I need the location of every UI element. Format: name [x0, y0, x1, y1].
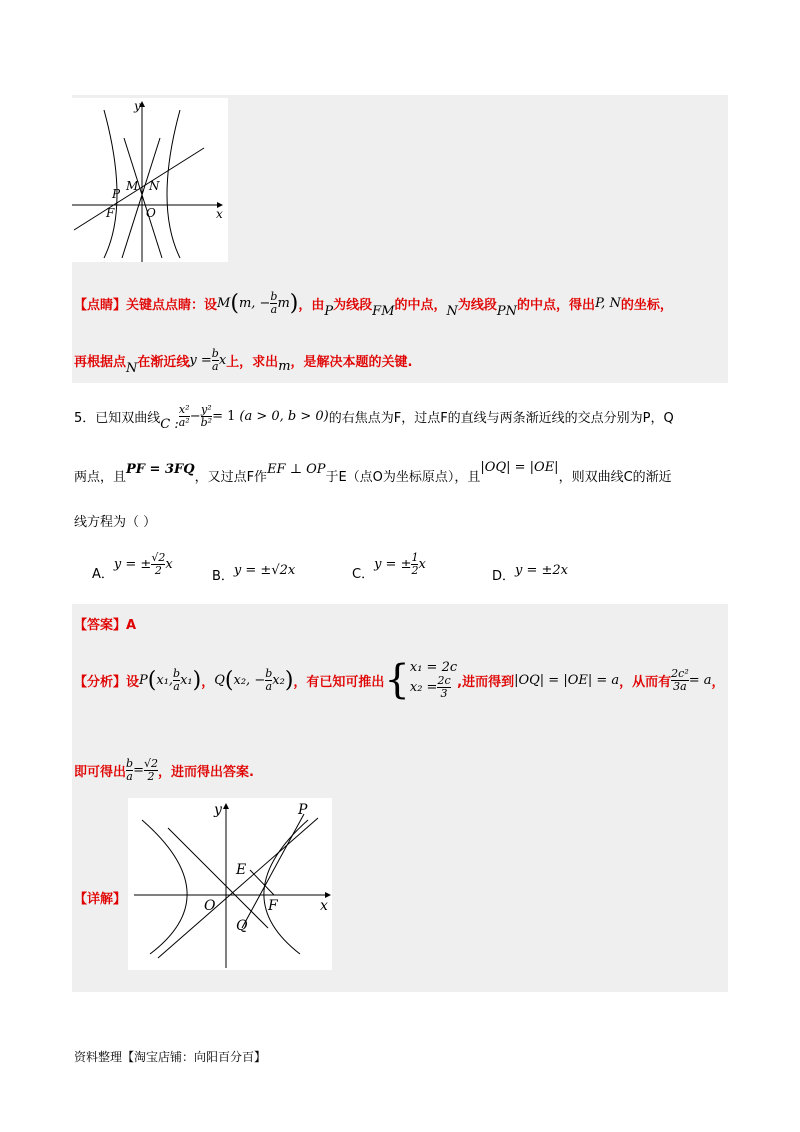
analysis-sys-1: x₁ = 2c — [409, 660, 458, 675]
question-eq1: = 1 — [212, 408, 236, 424]
fig1-x-label: x — [216, 207, 223, 221]
option-a-letter: A． — [92, 566, 114, 582]
footer-text: 资料整理【淘宝店铺：向阳百分百】 — [74, 1050, 267, 1064]
tip-text-11: ，是解决本题的关键. — [290, 354, 413, 370]
question-text-e: ，则双曲线C的渐近 — [558, 469, 672, 485]
fig2-y-label: y — [214, 802, 222, 818]
analysis-text-2: ,进而得到 — [457, 674, 515, 690]
option-c-tail: x — [418, 556, 426, 572]
question-text-f: 线方程为（ ） — [74, 514, 157, 530]
asymptote-2 — [124, 138, 162, 258]
tip-text-3: 为线段 — [333, 297, 373, 313]
fig1-O-label: O — [146, 206, 156, 220]
fig2-E-label: E — [236, 862, 247, 878]
analysis-text-3: ，从而有 — [619, 674, 672, 690]
tip-N: N — [446, 303, 458, 319]
asymptote-1 — [158, 818, 318, 958]
question-C: C : — [160, 416, 179, 432]
fig1-y-label: y — [134, 99, 141, 113]
tip-N2: N — [126, 360, 138, 376]
question-text-b: 两点，且 — [74, 469, 127, 485]
result-frac-1: $\frac{b}{a}$ — [126, 756, 134, 783]
analysis-Q: Q — [214, 672, 225, 688]
tip-M-frac: $\frac{b}{a}$ — [270, 289, 278, 316]
tip-FM: FM — [372, 303, 395, 319]
option-a-expr: y = ± — [113, 556, 152, 572]
tip-line-2 — [74, 342, 724, 378]
tip-eq-frac: $\frac{b}{a}$ — [211, 346, 219, 373]
analysis-sys-2-left: x₂ = — [409, 680, 438, 695]
option-c[interactable] — [352, 544, 472, 584]
option-a-frac: $\frac{√2}{2}$ — [151, 550, 166, 577]
answer-label: 【答案】A — [74, 618, 137, 633]
tip-text-10: 上，求出 — [226, 354, 279, 370]
tip-text-8: 再根据点 — [74, 354, 127, 370]
result-line — [74, 750, 724, 790]
tip-text-1: 关键点点睛：设 — [126, 297, 218, 313]
fig2-P-label: P — [298, 802, 308, 818]
option-a-tail: x — [165, 556, 173, 572]
hyperbola-left-branch — [104, 110, 117, 258]
fig1-M-label: M — [126, 179, 139, 193]
fig2-Q-label: Q — [236, 918, 248, 934]
fig1-P-label: P — [112, 187, 121, 201]
analysis-sep: ， — [201, 674, 215, 690]
tip-text-6: 的中点，得出 — [517, 297, 596, 313]
analysis-P-x1: x₁ — [180, 672, 193, 688]
question-line-2 — [74, 460, 734, 490]
hyperbola-right-branch — [264, 820, 308, 954]
analysis-text-4: ， — [711, 674, 725, 690]
question-line-1 — [74, 396, 734, 436]
analysis-eq3-tail: = a — [688, 672, 712, 688]
analysis-line: 【分析】设 P ( x₁, $\frac{b}{a}$ x₁ ) ， Q ( x₂, − $\frac{b}{a}$ x₂ ) ，有已知可推出 { x₁ = 2c x₂ = $\frac{2c}{3}$ ,进而得到 |OQ| = |OE| = a ，从而有 $\frac{\text{2c²}}{3a}$ = a ， — [74, 657, 725, 703]
tip-label: 【点睛】 — [74, 297, 127, 313]
detail-label: 【详解】 — [74, 892, 127, 907]
tip-text-9: 在渐近线 — [137, 354, 190, 370]
analysis-P-frac: $\frac{b}{a}$ — [173, 666, 181, 693]
tip-M: M — [217, 295, 231, 311]
question-frac-2: $\frac{\text{y²}}{\text{b²}}$ — [200, 402, 213, 429]
analysis-abs-eq: |OQ| = |OE| = a — [514, 672, 620, 688]
option-c-expr: y = ± — [374, 556, 412, 572]
fig2-x-label: x — [320, 898, 328, 914]
tip-text-2: ，由 — [298, 297, 325, 313]
fig2-F-label: F — [268, 898, 278, 914]
tip-text-7: 的坐标， — [620, 297, 673, 313]
question-number: 5．已知双曲线 — [74, 410, 161, 426]
option-a[interactable] — [92, 544, 212, 584]
fig1-F-label: F — [106, 206, 115, 220]
analysis-sys-2-frac: $\frac{2c}{3}$ — [437, 674, 451, 700]
analysis-Q-x2: x₂ — [272, 672, 285, 688]
option-b-expr: y = ±√2x — [233, 562, 296, 578]
result-text-5: 即可得出 — [74, 764, 127, 780]
result-text-6: ，进而得出答案. — [157, 764, 254, 780]
option-d-expr: y = ±2x — [515, 562, 569, 578]
hyperbola-figure-1 — [72, 98, 228, 262]
result-frac-2: $\frac{√2}{2}$ — [143, 756, 158, 783]
analysis-system — [410, 660, 457, 700]
tip-M-m: m — [277, 295, 290, 311]
tip-text-5: 为线段 — [457, 297, 497, 313]
tip-eq-x: x — [218, 352, 227, 368]
tip-eq-y: y = — [189, 352, 212, 368]
asymptote-1 — [122, 138, 160, 258]
question-abs-eq: |OQ| = |OE| — [480, 459, 559, 475]
question-perp: EF ⊥ OP — [267, 461, 326, 477]
option-b-letter: B． — [212, 568, 234, 584]
figure-1 — [72, 98, 228, 262]
analysis-text-1: ，有已知可推出 — [293, 674, 385, 690]
asymptote-2 — [168, 828, 268, 928]
fig1-N-label: N — [149, 179, 160, 193]
option-b[interactable] — [212, 558, 332, 582]
tip-m: m — [278, 358, 291, 374]
question-frac-1: $\frac{\text{x²}}{\text{a²}}$ — [178, 402, 190, 429]
tip-PN: PN — [496, 303, 518, 319]
fig2-O-label: O — [204, 898, 216, 914]
question-text-d: 于E（点O为坐标原点），且 — [325, 469, 481, 485]
tip-text-4: 的中点， — [394, 297, 447, 313]
question-line-3 — [74, 508, 374, 532]
hyperbola-right-branch — [167, 110, 180, 258]
question-cond: (a > 0, b > 0) — [239, 408, 329, 424]
tip-line-1: 【点睛】 关键点点睛：设 M ( m, − $\frac{b}{a}$ m ) ，由 P 为线段 FM 的中点， N 为线段 PN 的中点，得出 P, N 的坐标， — [74, 289, 673, 319]
question-text-c: ，又过点F作 — [194, 469, 268, 485]
option-c-frac: $\frac{1}{2}$ — [411, 550, 419, 577]
analysis-eq3-frac: $\frac{\text{2c²}}{3a}$ — [671, 666, 689, 693]
tip-PN2: P, N — [595, 295, 621, 311]
analysis-Q-coord: x₂, − — [233, 672, 266, 688]
option-d-letter: D． — [492, 568, 516, 584]
analysis-Q-frac: $\frac{b}{a}$ — [265, 666, 273, 693]
analysis-label: 【分析】设 — [74, 674, 140, 690]
analysis-P-coord: x₁, — [156, 672, 174, 688]
hyperbola-figure-2 — [128, 798, 332, 970]
secant-line — [74, 148, 204, 230]
tip-M-coord: m, − — [238, 295, 271, 311]
figure-2 — [128, 798, 332, 970]
tip-P: P — [324, 303, 334, 319]
question-text-a: 的右焦点为F，过点F的直线与两条渐近线的交点分别为P，Q — [328, 410, 674, 426]
option-d[interactable] — [492, 558, 612, 582]
option-c-letter: C． — [352, 566, 375, 582]
analysis-P: P — [139, 672, 148, 688]
question-vector-eq: PF = 3FQ — [126, 461, 195, 477]
question-minus: − — [189, 408, 201, 424]
result-eq: = — [133, 762, 144, 778]
